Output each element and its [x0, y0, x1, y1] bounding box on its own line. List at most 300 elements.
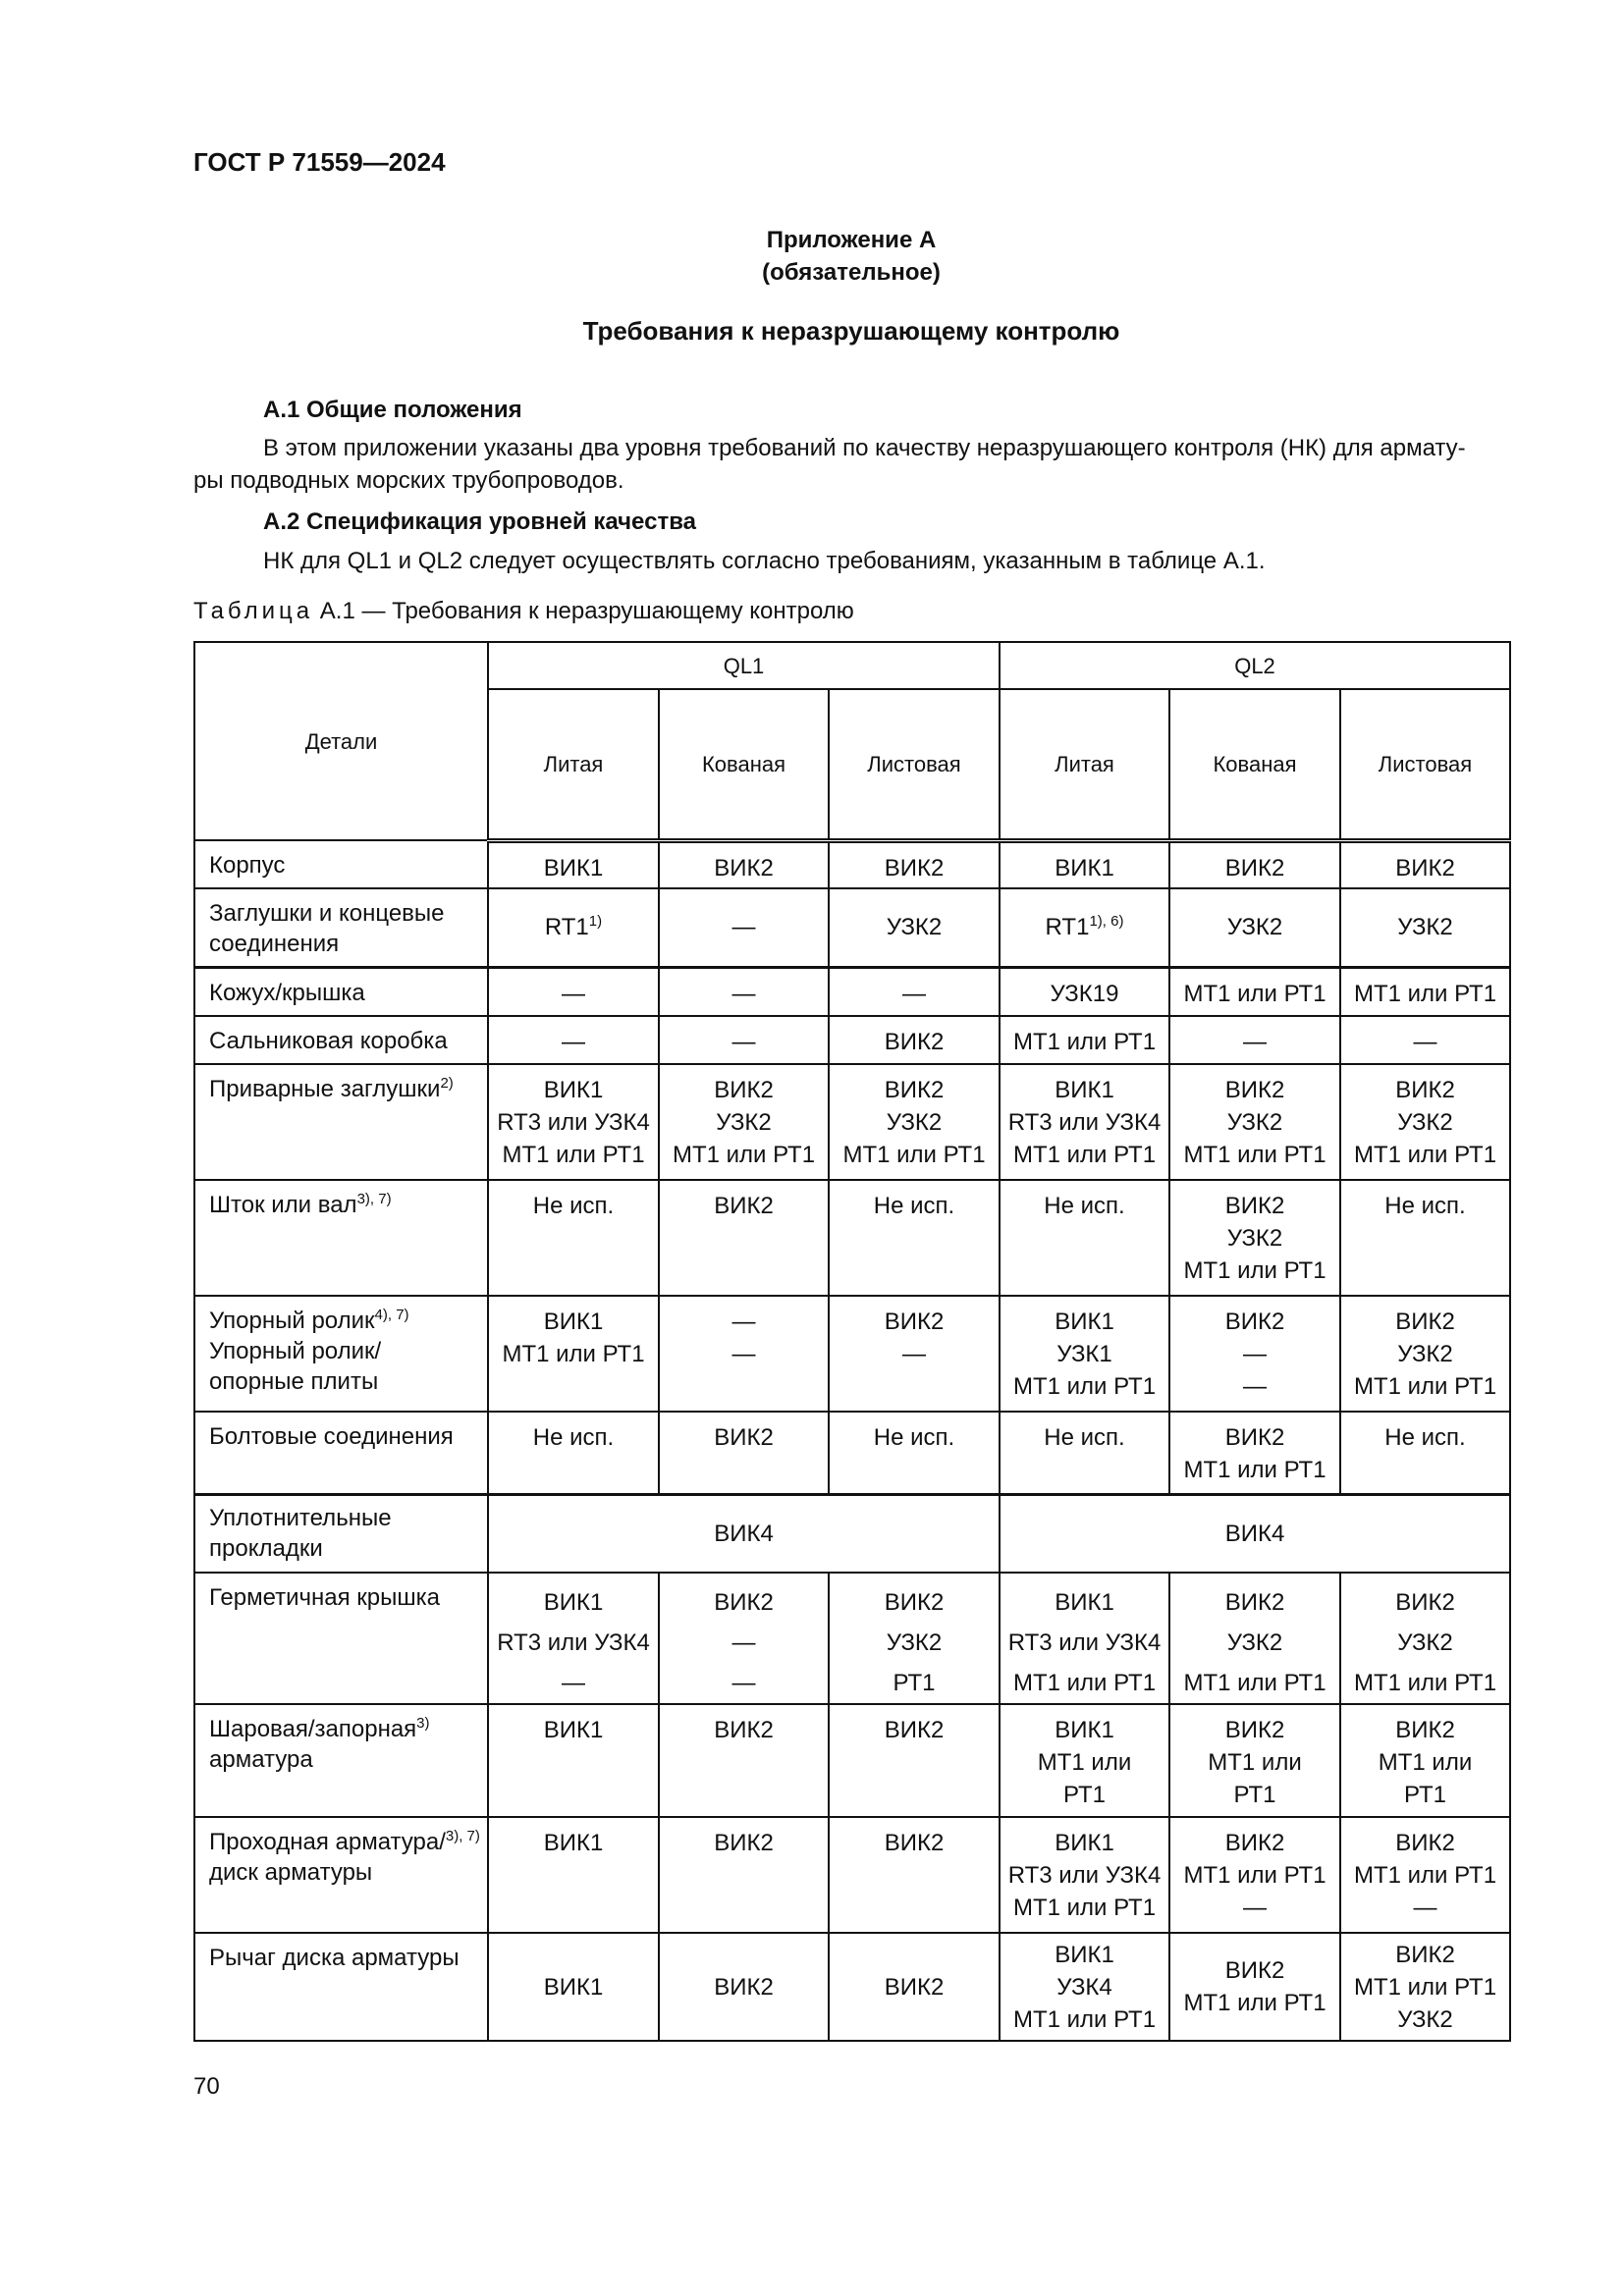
cell-line — [1001, 1338, 1168, 1370]
cell-text: МТ1 или РТ1 — [842, 1142, 986, 1168]
cell-line — [1001, 1971, 1168, 2003]
row-label — [194, 1933, 488, 2041]
cell-line — [660, 1106, 828, 1139]
section-1-text-line-2: ры подводных морских трубопроводов. — [193, 467, 624, 494]
cell-line — [1001, 1623, 1168, 1663]
cell-text: ВИК2 — [1395, 1941, 1455, 1968]
cell-line — [1170, 1338, 1339, 1370]
appendix-status: (обязательное) — [762, 259, 941, 286]
table-cell — [488, 888, 659, 967]
cell-text: — — [1413, 1895, 1437, 1921]
cell-line — [1170, 1892, 1339, 1924]
table-cell — [829, 1016, 1000, 1064]
table-cell — [829, 1180, 1000, 1296]
cell-text: МТ1 или РТ1 — [1012, 1029, 1157, 1055]
table-cell — [1169, 840, 1340, 888]
cell-line — [489, 1827, 658, 1859]
cell-line — [1001, 978, 1168, 1010]
cell-line — [489, 911, 658, 943]
cell-text: РТ1 — [1404, 1782, 1446, 1808]
row-label-text: Заглушки и концевые — [209, 900, 445, 927]
cell-text: ВИК2 — [714, 1717, 774, 1743]
cell-line — [1170, 911, 1339, 943]
cell-text: УЗК2 — [1397, 914, 1453, 941]
cell-text: ВИК2 — [1224, 854, 1285, 881]
cell-text: — — [562, 1670, 585, 1696]
table-cell — [659, 1064, 829, 1180]
cell-line — [1001, 1939, 1168, 1971]
row-label — [194, 1494, 488, 1573]
row-label-line — [209, 850, 487, 881]
cell-text: — — [731, 1629, 756, 1656]
header-ql1-plate: Листовая — [829, 689, 1000, 840]
cell-line — [1341, 1338, 1509, 1370]
cell-line — [830, 911, 999, 943]
cell-text: УЗК2 — [1226, 914, 1283, 941]
cell-text: МТ1 или — [1037, 1749, 1132, 1776]
cell-line — [1341, 1971, 1509, 2003]
table-caption — [193, 598, 854, 625]
table-row — [194, 1064, 1510, 1180]
row-label-text: Уплотнительные — [209, 1505, 392, 1532]
cell-text: ВИК2 — [714, 1193, 774, 1219]
section-2-heading: А.2 Спецификация уровней качества — [263, 508, 696, 535]
cell-line — [1170, 1779, 1339, 1811]
table-cell — [1169, 1704, 1340, 1817]
cell-text: ВИК2 — [714, 854, 774, 881]
cell-line — [830, 1582, 999, 1623]
cell-text: — — [1243, 1373, 1267, 1400]
cell-text: — — [1243, 1895, 1267, 1921]
table-cell — [659, 1573, 829, 1704]
cell-line — [489, 1582, 658, 1623]
cell-text: МТ1 или — [1208, 1749, 1302, 1776]
table-cell — [1000, 1016, 1169, 1064]
cell-text: ВИК2 — [714, 1424, 774, 1451]
cell-line — [1001, 1421, 1168, 1454]
ndt-requirements-table — [193, 641, 1511, 2042]
row-label-text: арматура — [209, 1746, 313, 1773]
cell-text: Не исп. — [873, 1424, 955, 1451]
cell-line — [1001, 1190, 1168, 1222]
table-cell — [659, 888, 829, 967]
table-cell — [659, 1016, 829, 1064]
row-label-text: Упорный ролик/ — [209, 1338, 382, 1364]
row-label — [194, 1180, 488, 1296]
row-label-line — [209, 1714, 487, 1744]
cell-line — [1001, 1074, 1168, 1106]
table-cell — [659, 1296, 829, 1412]
table-cell — [659, 967, 829, 1016]
table-cell — [1340, 1412, 1510, 1494]
cell-text: ВИК2 — [884, 1717, 945, 1743]
table-cell — [1169, 888, 1340, 967]
footnote-ref: 1) — [588, 913, 603, 931]
cell-text: ВИК1 — [543, 1830, 604, 1856]
cell-text: РТ1 — [1063, 1782, 1106, 1808]
table-cell — [1000, 1704, 1169, 1817]
cell-text: RT1 — [1045, 914, 1090, 941]
cell-text: ВИК2 — [1224, 1308, 1285, 1335]
cell-text: ВИК2 — [1224, 1424, 1285, 1451]
row-label-text: Упорный ролик — [209, 1308, 375, 1334]
table-cell — [1169, 1933, 1340, 2041]
cell-line — [1170, 1827, 1339, 1859]
cell-line — [489, 978, 658, 1010]
table-caption-text: А.1 — Требования к неразрушающему контролю — [313, 598, 854, 624]
table-cell — [659, 1817, 829, 1933]
table-cell — [1169, 1573, 1340, 1704]
cell-text: МТ1 или РТ1 — [1183, 1862, 1326, 1889]
cell-line — [1001, 1827, 1168, 1859]
cell-line — [830, 1827, 999, 1859]
cell-line — [1341, 1623, 1509, 1663]
header-ql2: QL2 — [1000, 642, 1510, 689]
cell-text: УЗК1 — [1056, 1341, 1112, 1367]
cell-line — [1170, 1190, 1339, 1222]
row-label-text: Корпус — [209, 852, 286, 879]
header-ql1-forged: Кованая — [659, 689, 829, 840]
table-cell — [488, 1412, 659, 1494]
cell-text: МТ1 или РТ1 — [1012, 2005, 1157, 2033]
cell-text: УЗК2 — [1397, 1341, 1453, 1367]
section-1-heading: А.1 Общие положения — [263, 397, 522, 423]
row-label-text: Рычаг диска арматуры — [209, 1945, 460, 1971]
table-row — [194, 1704, 1510, 1817]
cell-line — [830, 1663, 999, 1703]
table-row — [194, 1412, 1510, 1494]
cell-line — [1001, 1306, 1168, 1338]
header-details: Детали — [194, 642, 488, 840]
footnote-ref: 3) — [416, 1715, 430, 1732]
table-cell — [659, 840, 829, 888]
cell-text: УЗК2 — [1397, 2005, 1453, 2033]
row-label-text: Проходная арматура/ — [209, 1829, 446, 1855]
cell-line — [830, 852, 999, 884]
row-label-text: Болтовые соединения — [209, 1423, 454, 1450]
cell-text: ВИК2 — [884, 1830, 945, 1856]
row-label-text: опорные плиты — [209, 1368, 379, 1395]
cell-line — [1341, 1892, 1509, 1924]
cell-line — [1001, 1582, 1168, 1623]
cell-line — [1170, 1222, 1339, 1255]
table-cell — [1340, 1180, 1510, 1296]
table-cell — [488, 1704, 659, 1817]
cell-line — [1170, 1987, 1339, 2019]
cell-line — [660, 852, 828, 884]
cell-line — [660, 1338, 828, 1370]
table-cell — [488, 1296, 659, 1412]
cell-line — [1170, 1454, 1339, 1486]
cell-line — [489, 1663, 658, 1703]
cell-text: — — [902, 980, 926, 1007]
table-cell — [1340, 1933, 1510, 2041]
cell-text: МТ1 или РТ1 — [1183, 1990, 1326, 2016]
cell-line — [660, 1582, 828, 1623]
row-label-line — [209, 1306, 487, 1336]
cell-line — [1170, 1370, 1339, 1403]
cell-text: МТ1 или РТ1 — [1183, 1257, 1326, 1284]
row-label-text: Шток или вал — [209, 1192, 357, 1218]
row-label — [194, 1412, 488, 1494]
cell-line — [1341, 2003, 1509, 2036]
cell-line — [489, 1421, 658, 1454]
row-label-text: Кожух/крышка — [209, 979, 365, 1006]
header-ql2-forged: Кованая — [1169, 689, 1340, 840]
cell-text: RT3 или УЗК4 — [1007, 1629, 1162, 1656]
cell-line — [1170, 1623, 1339, 1663]
cell-text: УЗК2 — [1226, 1109, 1283, 1136]
cell-line — [830, 1623, 999, 1663]
header-ql1-cast: Литая — [488, 689, 659, 840]
cell-line — [1341, 1582, 1509, 1623]
cell-line — [1341, 911, 1509, 943]
table-cell — [1169, 1296, 1340, 1412]
cell-line — [1341, 1421, 1509, 1454]
cell-line — [489, 1139, 658, 1171]
cell-text: ВИК2 — [884, 854, 945, 881]
cell-line — [1001, 1779, 1168, 1811]
cell-line — [660, 1971, 828, 2003]
cell-line — [1341, 1663, 1509, 1703]
table-cell — [1340, 1064, 1510, 1180]
cell-text: — — [731, 914, 756, 941]
cell-line — [660, 1714, 828, 1746]
table-cell — [829, 1412, 1000, 1494]
cell-text: — — [731, 980, 756, 1007]
table-cell — [1340, 840, 1510, 888]
cell-line — [489, 1026, 658, 1058]
row-label-line — [209, 1366, 487, 1397]
table-cell — [1000, 1180, 1169, 1296]
table-cell — [488, 840, 659, 888]
cell-text: ВИК2 — [884, 1029, 945, 1055]
cell-text: ВИК2 — [714, 1589, 774, 1616]
cell-text: УЗК19 — [1050, 980, 1119, 1007]
cell-line — [489, 1106, 658, 1139]
cell-text: МТ1 или РТ1 — [1353, 980, 1497, 1007]
cell-text: МТ1 или — [1378, 1749, 1473, 1776]
cell-line — [830, 1338, 999, 1370]
cell-line — [1170, 978, 1339, 1010]
table-cell — [1000, 840, 1169, 888]
row-label-line — [209, 1074, 487, 1104]
cell-text: Не исп. — [873, 1193, 955, 1219]
cell-text: Не исп. — [1044, 1193, 1125, 1219]
cell-text: ВИК2 — [1224, 1589, 1285, 1616]
cell-ql1-merged: ВИК4 — [488, 1494, 1000, 1573]
row-label-line — [209, 1421, 487, 1452]
cell-line — [1341, 1139, 1509, 1171]
cell-line — [1341, 1827, 1509, 1859]
cell-line — [660, 1663, 828, 1703]
cell-line — [830, 1139, 999, 1171]
cell-text: — — [731, 1029, 756, 1055]
cell-line — [489, 1190, 658, 1222]
cell-text: МТ1 или РТ1 — [502, 1142, 645, 1168]
row-label-line — [209, 1744, 487, 1775]
cell-line — [1341, 852, 1509, 884]
table-cell — [1000, 967, 1169, 1016]
cell-text: ВИК2 — [714, 1077, 774, 1103]
table-cell — [829, 1064, 1000, 1180]
cell-line — [1001, 1746, 1168, 1779]
row-label — [194, 840, 488, 888]
table-cell — [659, 1704, 829, 1817]
cell-line — [660, 1190, 828, 1222]
cell-text: — — [731, 1341, 756, 1367]
section-1-text-line-1: В этом приложении указаны два уровня требований по качеству неразрушающего контроля (НК) для армату- — [263, 435, 1466, 461]
cell-line — [1341, 1370, 1509, 1403]
cell-line — [660, 911, 828, 943]
cell-line — [1001, 2003, 1168, 2036]
cell-text: ВИК2 — [1395, 1077, 1455, 1103]
cell-text: ВИК1 — [1055, 1308, 1114, 1335]
cell-text: ВИК2 — [884, 1589, 945, 1616]
row-label — [194, 1573, 488, 1704]
row-label-text: прокладки — [209, 1535, 323, 1563]
cell-text: ВИК1 — [1055, 1589, 1114, 1616]
cell-text: МТ1 или РТ1 — [1353, 1973, 1497, 2001]
cell-line — [660, 1139, 828, 1171]
cell-line — [489, 1971, 658, 2003]
cell-text: ВИК2 — [884, 1308, 945, 1335]
header-ql2-cast: Литая — [1000, 689, 1169, 840]
cell-text: Не исп. — [1384, 1424, 1466, 1451]
table-cell — [1340, 1296, 1510, 1412]
table-row — [194, 1016, 1510, 1064]
cell-text: УЗК2 — [886, 914, 943, 941]
cell-text: RT3 или УЗК4 — [497, 1629, 650, 1656]
header-ql2-plate: Листовая — [1340, 689, 1510, 840]
table-row — [194, 967, 1510, 1016]
main-title: Требования к неразрушающему контролю — [582, 316, 1120, 346]
table-cell — [488, 967, 659, 1016]
table-cell — [1169, 1016, 1340, 1064]
cell-text: МТ1 или РТ1 — [672, 1142, 816, 1168]
cell-text: ВИК2 — [1224, 1830, 1285, 1856]
cell-text: ВИК1 — [543, 1717, 604, 1743]
cell-text: ВИК1 — [543, 854, 604, 881]
table-cell — [488, 1180, 659, 1296]
row-label-line — [209, 929, 487, 959]
cell-text: ВИК2 — [1224, 1077, 1285, 1103]
cell-line — [830, 1074, 999, 1106]
footnote-ref: 2) — [440, 1075, 454, 1092]
cell-text: МТ1 или РТ1 — [1012, 1670, 1157, 1696]
table-cell — [1340, 888, 1510, 967]
cell-text: Не исп. — [532, 1193, 615, 1219]
cell-line — [1170, 1859, 1339, 1892]
table-cell — [1000, 1933, 1169, 2041]
table-row — [194, 1573, 1510, 1704]
table-cell — [1340, 1016, 1510, 1064]
cell-line — [489, 1074, 658, 1106]
cell-text: МТ1 или РТ1 — [1353, 1670, 1497, 1696]
cell-line — [1341, 1859, 1509, 1892]
cell-text: ВИК1 — [543, 1308, 604, 1335]
row-label-line — [209, 1582, 487, 1613]
cell-text: УЗК2 — [886, 1629, 943, 1656]
footnote-ref: 1), 6) — [1089, 913, 1124, 931]
table-cell — [488, 1064, 659, 1180]
row-label-line — [209, 1533, 487, 1564]
cell-line — [1170, 1255, 1339, 1287]
cell-line — [1001, 1892, 1168, 1924]
row-label-text: Приварные заглушки — [209, 1076, 441, 1102]
cell-text: ВИК1 — [543, 1077, 604, 1103]
row-label-line — [209, 1026, 487, 1056]
table-row — [194, 1933, 1510, 2041]
table-row — [194, 1180, 1510, 1296]
row-label-line — [209, 1190, 487, 1220]
table-cell — [1340, 1573, 1510, 1704]
cell-line — [1001, 852, 1168, 884]
row-label — [194, 888, 488, 967]
cell-line — [830, 1971, 999, 2003]
table-row — [194, 1296, 1510, 1412]
cell-text: УЗК2 — [1397, 1109, 1453, 1136]
row-label — [194, 1064, 488, 1180]
cell-text: ВИК2 — [1224, 1957, 1285, 1984]
cell-line — [660, 1026, 828, 1058]
table-cell — [1169, 1817, 1340, 1933]
table-row — [194, 840, 1510, 888]
cell-text: РТ1 — [893, 1670, 936, 1696]
cell-line — [489, 1623, 658, 1663]
cell-text: Не исп. — [532, 1424, 615, 1451]
row-label-line — [209, 1503, 487, 1533]
row-label-text: Шаровая/запорная — [209, 1716, 417, 1742]
cell-text: — — [562, 980, 585, 1007]
cell-text: — — [902, 1341, 926, 1367]
cell-text: ВИК2 — [714, 1830, 774, 1856]
page-number: 70 — [193, 2073, 220, 2100]
cell-text: ВИК1 — [543, 1589, 604, 1616]
cell-line — [830, 1714, 999, 1746]
cell-line — [1170, 1582, 1339, 1623]
table-cell — [829, 1704, 1000, 1817]
table-cell — [488, 1016, 659, 1064]
cell-line — [1001, 911, 1168, 943]
standard-number: ГОСТ Р 71559—2024 — [193, 147, 446, 177]
cell-text: — — [1243, 1029, 1267, 1055]
row-label-text: Герметичная крышка — [209, 1584, 441, 1611]
table-cell — [488, 1933, 659, 2041]
cell-text: МТ1 или РТ1 — [1353, 1373, 1497, 1400]
cell-line — [660, 978, 828, 1010]
appendix-title: Приложение А — [766, 227, 937, 253]
cell-line — [1170, 852, 1339, 884]
table-row — [194, 1817, 1510, 1933]
cell-text: МТ1 или РТ1 — [1353, 1862, 1497, 1889]
row-label-line — [209, 1943, 487, 1973]
cell-text: ВИК2 — [1395, 1308, 1455, 1335]
row-label — [194, 1817, 488, 1933]
cell-text: RT3 или УЗК4 — [1007, 1109, 1162, 1136]
cell-line — [1341, 1746, 1509, 1779]
cell-text: МТ1 или РТ1 — [1183, 1670, 1326, 1696]
cell-text: МТ1 или РТ1 — [1012, 1373, 1157, 1400]
cell-text: ВИК1 — [543, 1973, 604, 2001]
cell-line — [1170, 1074, 1339, 1106]
cell-line — [1170, 1106, 1339, 1139]
cell-line — [1170, 1746, 1339, 1779]
cell-line — [1341, 1939, 1509, 1971]
cell-line — [660, 1421, 828, 1454]
table-cell — [488, 1817, 659, 1933]
row-label — [194, 1704, 488, 1817]
